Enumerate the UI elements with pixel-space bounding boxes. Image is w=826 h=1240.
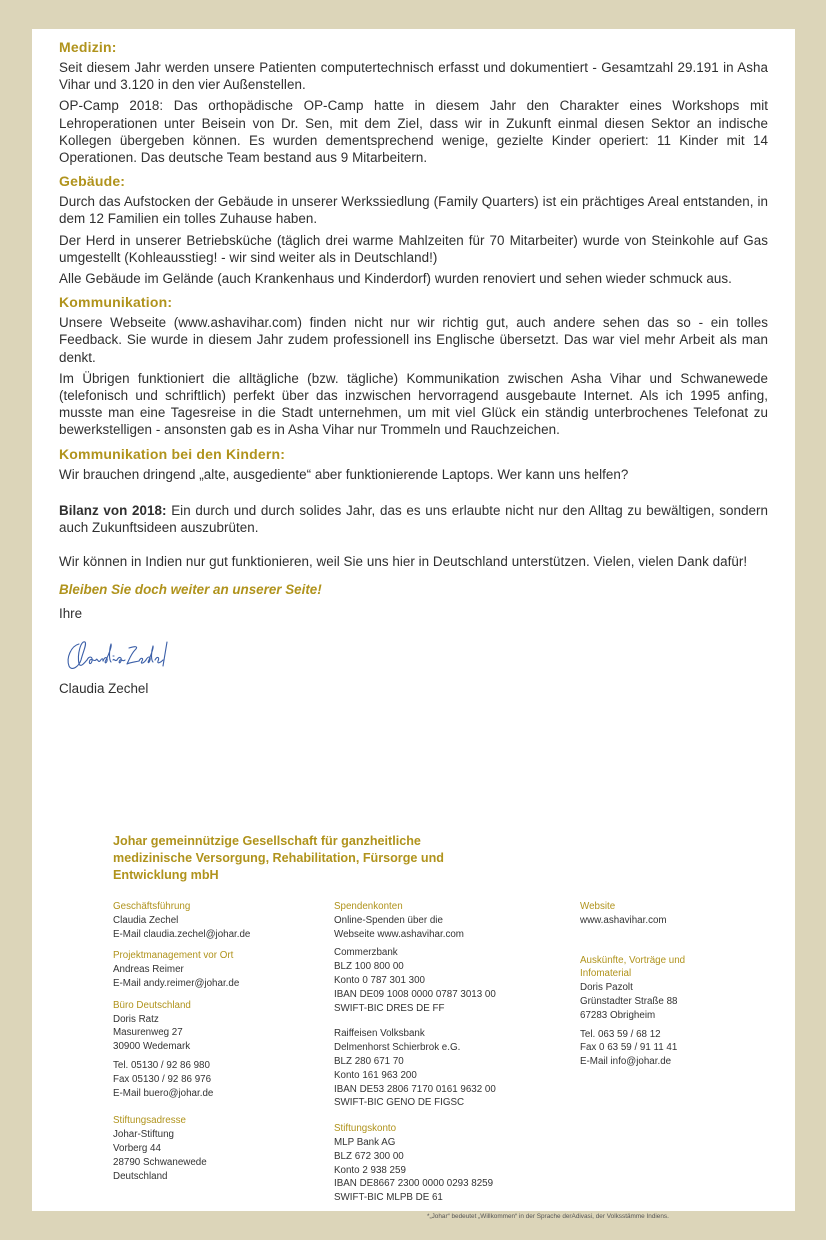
paragraph: Durch das Aufstocken der Gebäude in unserer Werkssiedlung (Family Quarters) ist ein prächtiges Areal entstanden, in dem 12 Familien ein tolles Zuhause haben. [59,194,768,227]
bank-blz: BLZ 280 671 70 [334,1055,404,1067]
website-link[interactable]: www.ashavihar.com [580,914,667,926]
footer-column-bank-accounts [334,900,574,1213]
address-line: 28790 Schwanewede [113,1156,207,1168]
letter-body [59,38,768,697]
bank-konto: Konto 161 963 200 [334,1069,417,1081]
bank-swift: SWIFT-BIC GENO DE FIGSC [334,1097,465,1109]
salutation: Ihre [59,606,83,622]
section-heading: Kommunikation bei den Kindern: [59,445,286,462]
address-line: 30900 Wedemark [113,1041,191,1053]
block-stiftungskonto [334,1122,574,1205]
bank-name: Raiffeisen Volksbank [334,1028,425,1040]
summary-paragraph [59,502,768,536]
section-kommunikation [59,293,768,438]
block-label-cont: Infomaterial [580,968,632,980]
address-line: Johar-Stiftung [113,1129,174,1141]
online-donation-line: Webseite www.ashavihar.com [334,928,464,940]
bank-iban: IBAN DE09 1008 0000 0787 3013 00 [334,988,496,1000]
paragraph: Seit diesem Jahr werden unsere Patienten computertechnisch erfasst und dokumentiert - Gesamtzahl 29.191 in Asha Vihar und 3.120 in den vier Außenstellen. [59,60,768,93]
bank-konto: Konto 0 787 301 300 [334,974,425,986]
block-geschaeftsfuehrung [113,900,323,941]
email-line: E-Mail buero@johar.de [113,1087,214,1099]
bank-swift: SWIFT-BIC MLPB DE 61 [334,1192,443,1204]
footnote: *„Johar“ bedeutet „Willkommen“ in der Sprache derAdivasi, der Volksstämme Indiens. [427,1213,669,1220]
bank-blz: BLZ 672 300 00 [334,1150,404,1162]
contact-email: E-Mail claudia.zechel@johar.de [113,928,251,940]
bank-blz: BLZ 100 800 00 [334,961,404,973]
fax-line: Fax 05130 / 92 86 976 [113,1073,212,1085]
section-heading: Kommunikation: [59,294,173,311]
section-kommunikation-kinder [59,445,768,483]
address-line: Grünstadter Straße 88 [580,995,678,1007]
block-website [580,900,780,928]
address-line: Masurenweg 27 [113,1027,183,1039]
footer-column-contacts [113,900,323,1191]
summary-label: Bilanz von 2018: [59,502,167,518]
bank-name: Commerzbank [334,947,398,959]
footer-columns [113,900,773,1220]
contact-name: Claudia Zechel [113,914,179,926]
block-label: Stiftungskonto [334,1123,397,1135]
bank-name: MLP Bank AG [334,1136,396,1148]
thanks-paragraph: Wir können in Indien nur gut funktionieren, weil Sie uns hier in Deutschland unterstützen. Vielen, vielen Dank dafür! [59,554,748,570]
address-line: Vorberg 44 [113,1142,161,1154]
online-donation-line: Online-Spenden über die [334,914,443,926]
bank-swift: SWIFT-BIC DRES DE FF [334,1002,445,1014]
block-label: Auskünfte, Vorträge und [580,954,686,966]
block-spendenkonten [334,900,574,1110]
block-auskuenfte [580,954,780,1069]
section-gebaeude [59,172,768,287]
block-label: Geschäftsführung [113,901,191,912]
closing-line: Bleiben Sie doch weiter an unserer Seite! [59,582,322,598]
email-line: E-Mail info@johar.de [580,1056,672,1068]
block-projektmanagement [113,949,323,990]
signer-name: Claudia Zechel [59,681,149,697]
paragraph: Der Herd in unserer Betriebsküche (täglich drei warme Mahlzeiten für 70 Mitarbeiter) wurde von Steinkohle auf Gas umgestellt (Kohleausstieg! - wir sind weiter als in Deutschland!) [59,232,768,265]
footer-imprint [113,833,773,1220]
block-label: Büro Deutschland [113,999,191,1011]
summary-text: Ein durch und durch solides Jahr, das es uns erlaubte nicht nur den Alltag zu bewältigen, sondern auch Zukunftsideen auszubrüten. [59,502,769,536]
contact-email: E-Mail andy.reimer@johar.de [113,977,240,989]
block-stiftungsadresse [113,1114,323,1183]
paragraph: Alle Gebäude im Gelände (auch Krankenhaus und Kinderdorf) wurden renoviert und sehen wieder schmuck aus. [59,271,732,287]
address-line: 67283 Obrigheim [580,1009,656,1021]
block-label: Projektmanagement vor Ort [113,950,234,962]
section-medizin [59,38,768,166]
paragraph: Wir brauchen dringend „alte, ausgediente“ aber funktionierende Laptops. Wer kann uns helfen? [59,466,629,482]
signature-image [63,636,768,676]
block-label: Website [580,901,616,912]
contact-name: Andreas Reimer [113,964,184,976]
footer-column-info [580,900,780,1077]
block-label: Stiftungsadresse [113,1115,186,1127]
paragraph: Unsere Webseite (www.ashavihar.com) finden nicht nur wir richtig gut, auch andere sehen das so - ein tolles Feedback. Sie wurde in diesem Jahr zudem professionell ins Englische übersetzt. Das war viel mehr Arbeit als man denkt. [59,315,768,365]
block-buero-deutschland [113,999,323,1101]
phone-line: Tel. 05130 / 92 86 980 [113,1059,210,1071]
bank-name-cont: Delmenhorst Schierbrok e.G. [334,1042,461,1054]
organization-name: Johar gemeinnützige Gesellschaft für ganzheitliche medizinische Versorgung, Rehabilitation, Fürsorge und Entwicklung mbH [113,834,444,882]
address-line: Doris Pazolt [580,982,633,994]
bank-iban: IBAN DE8667 2300 0000 0293 8259 [334,1178,494,1190]
paragraph: OP-Camp 2018: Das orthopädische OP-Camp hatte in diesem Jahr den Charakter eines Workshops mit Lehroperationen unter Beisein von Dr. Sen, mit dem Ziel, dass wir in Zukunft einmal diesen Sektor an indische Kollegen übergeben können. Es wurden dementsprechend wenige, gezielte Kinder operiert: 11 Kinder mit 14 Operationen. Das deutsche Team bestand aus 9 Mitarbeitern. [59,98,768,166]
fax-line: Fax 0 63 59 / 91 11 41 [580,1042,678,1054]
section-heading: Gebäude: [59,173,126,190]
bank-iban: IBAN DE53 2806 7170 0161 9632 00 [334,1083,496,1095]
bank-konto: Konto 2 938 259 [334,1164,406,1176]
address-line: Deutschland [113,1170,168,1182]
paragraph: Im Übrigen funktioniert die alltägliche (bzw. tägliche) Kommunikation zwischen Asha Vihar und Schwanewede (telefonisch und schriftlich) perfekt über das inzwischen hervorragend ausgebaute Internet. Als ich 1995 anfing, musste man eine Tagesreise in die Stadt unternehmen, um mit viel Glück ein ständig unterbrochenes Telefonat zu bewerkstelligen - ansonsten gab es in Asha Vihar nur Trommeln und Rauchzeichen. [59,370,768,438]
address-line: Doris Ratz [113,1013,159,1025]
section-heading: Medizin: [59,39,117,55]
signature-icon [63,636,173,676]
block-label: Spendenkonten [334,901,403,912]
phone-line: Tel. 063 59 / 68 12 [580,1028,661,1040]
